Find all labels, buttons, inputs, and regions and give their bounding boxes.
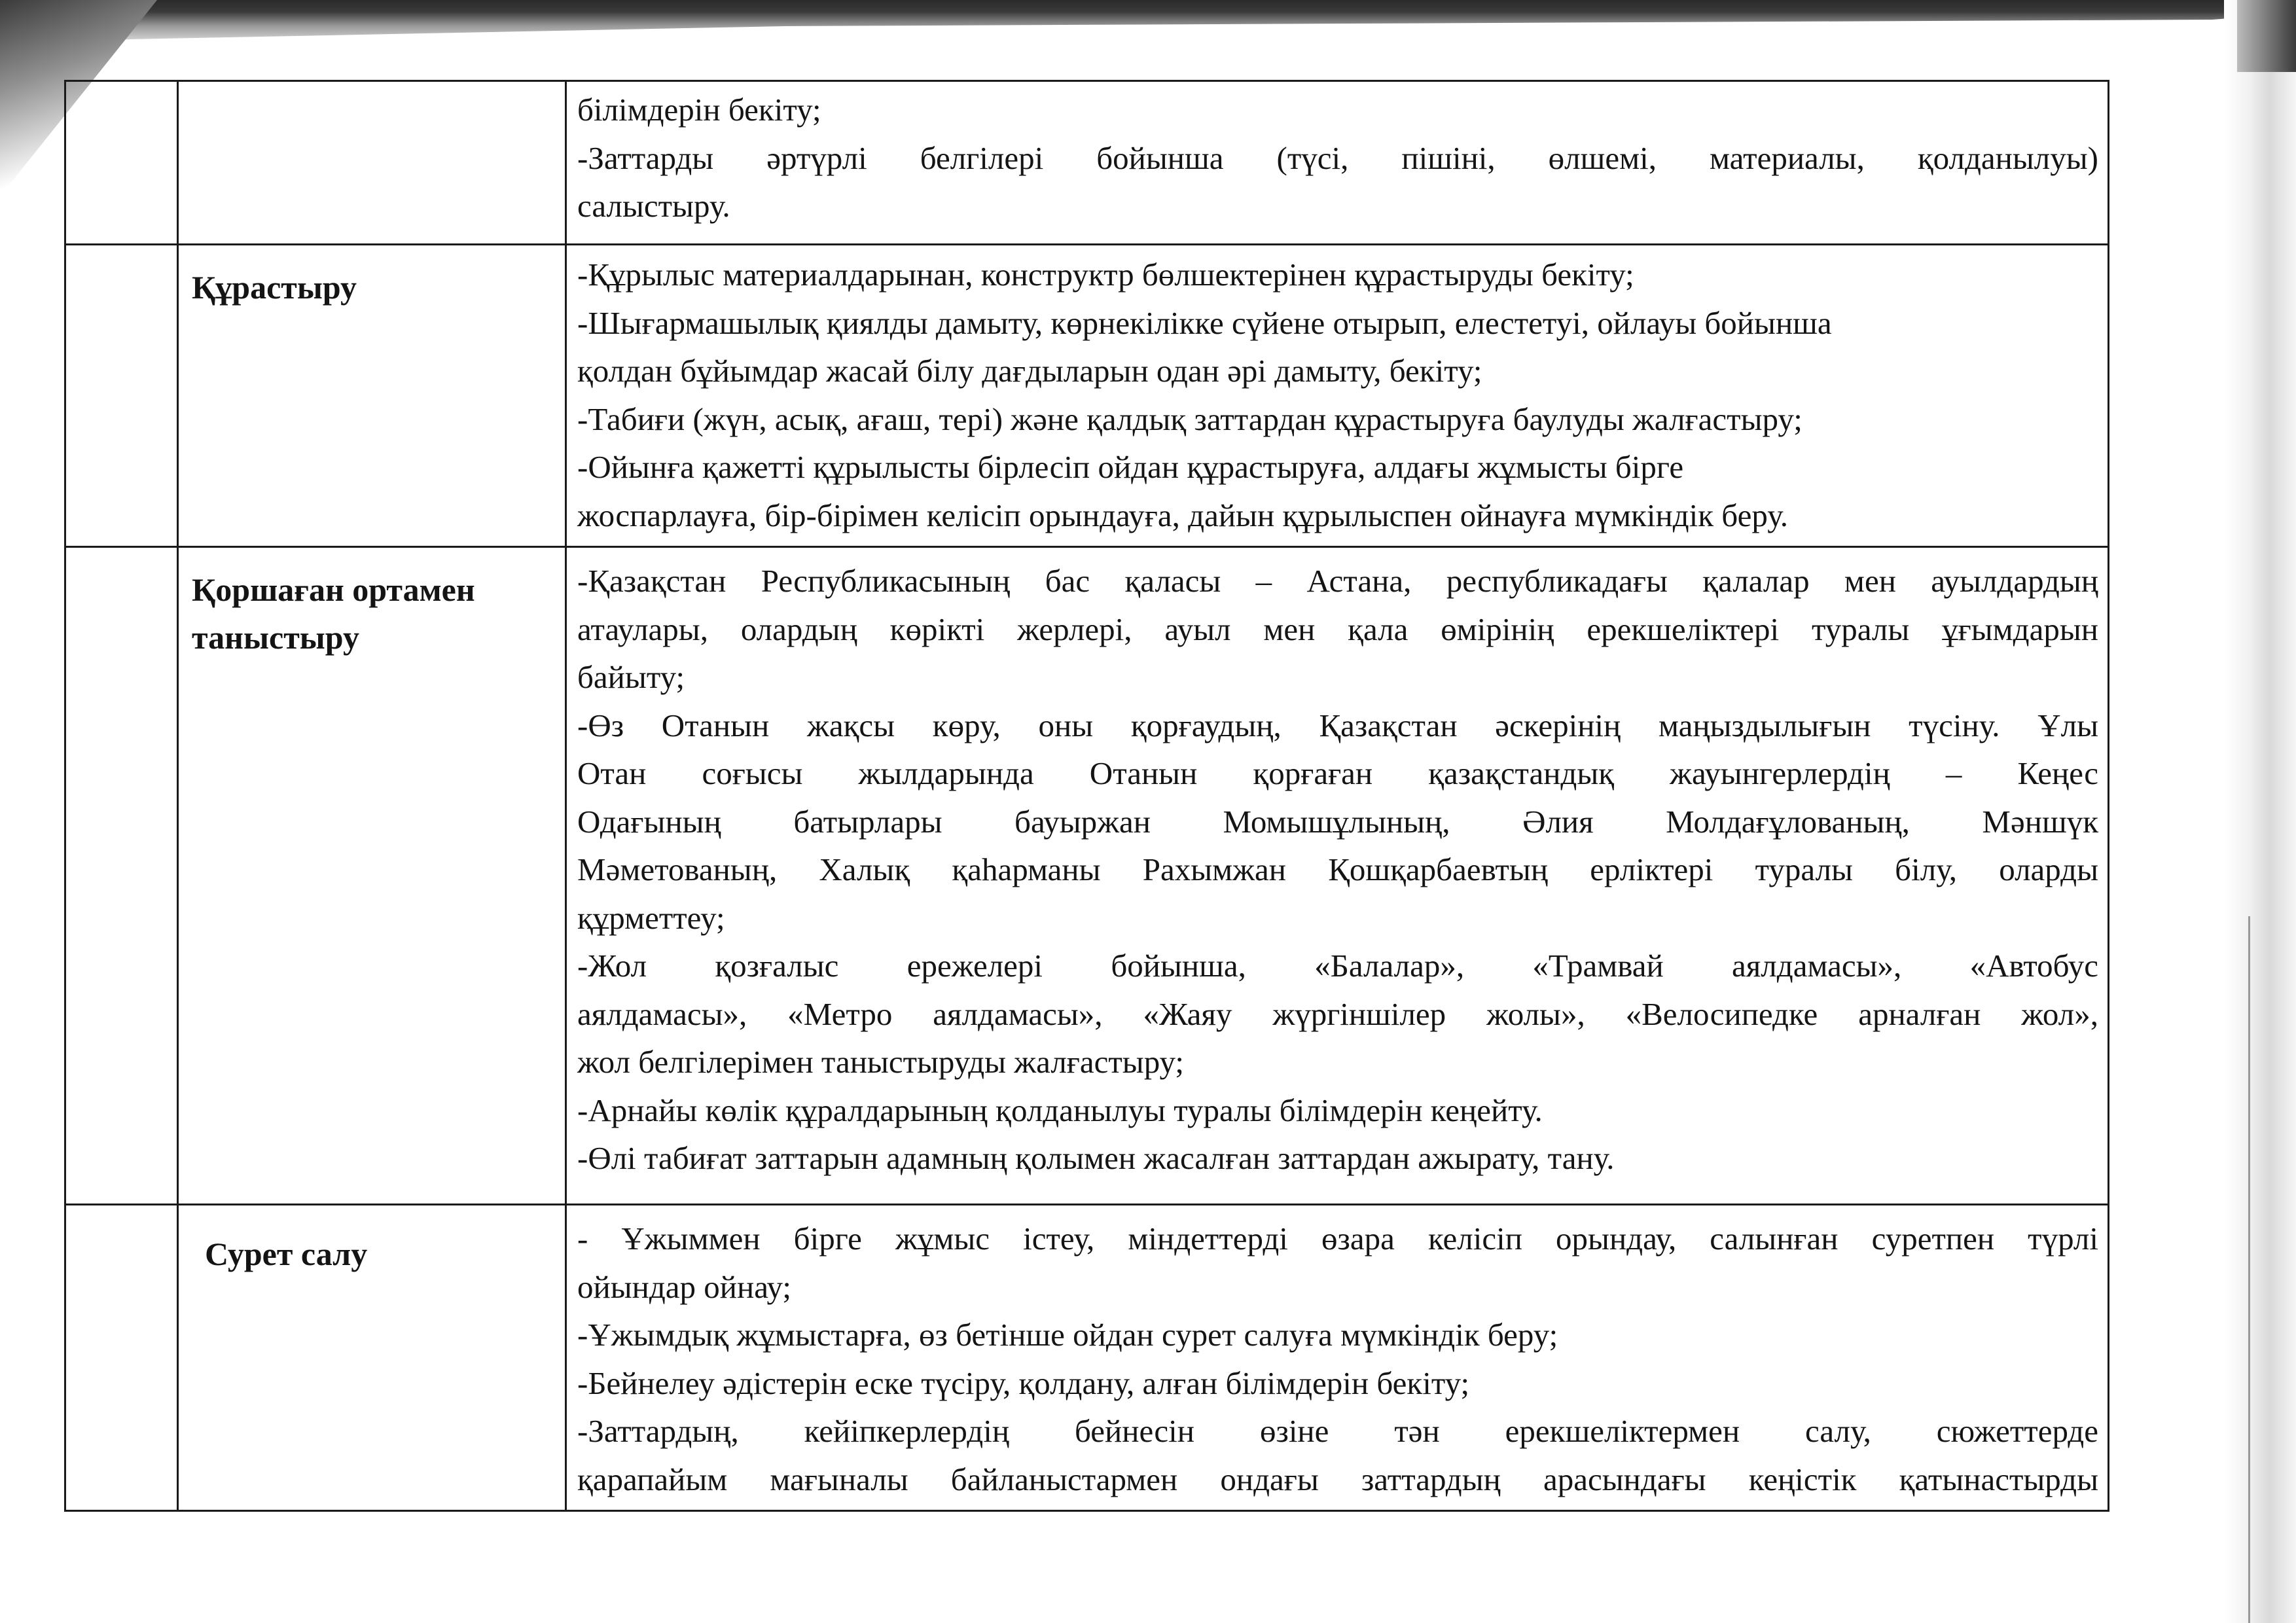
- content-line: -Табиғи (жүн, асық, ағаш, тері) және қалдық заттардан құрастыруға баулуды жалғастыру;: [577, 401, 1803, 437]
- content-line: білімдерін бекіту;: [577, 92, 821, 128]
- scan-edge-right: [2224, 0, 2296, 1623]
- content-line: Одағының батырлары бауыржан Момышұлының, Әлия Молдағұлованың, Мәншүк: [577, 803, 2098, 840]
- content-line: -Ойынға қажетті құрылысты бірлесіп ойдан құрастыруға, алдағы жұмысты бірге: [577, 449, 1684, 485]
- curriculum-table: [64, 80, 2109, 1512]
- blank-cell: [65, 1205, 178, 1511]
- content-text: [567, 1205, 2108, 1510]
- content-cell: [566, 81, 2109, 245]
- content-line: аялдамасы», «Метро аялдамасы», «Жаяу жүргіншілер жолы», «Велосипедке арналған жол»,: [577, 995, 2098, 1032]
- content-line: - Ұжыммен бірге жұмыс істеу, міндеттерді өзара келісіп орындау, салынған суретпен түрлі: [577, 1221, 2098, 1257]
- content-line: құрметтеу;: [577, 899, 725, 936]
- content-line: -Өз Отанын жақсы көру, оны қорғаудың, Қазақстан әскерінің маңыздылығын түсіну. Ұлы: [577, 707, 2098, 743]
- content-line: -Өлі табиғат заттарын адамның қолымен жасалған заттардан ажырату, тану.: [577, 1140, 1615, 1176]
- content-line: Отан соғысы жылдарында Отанын қорғаған қазақстандық жауынгерлердің – Кеңес: [577, 755, 2098, 791]
- subject-cell: [178, 1205, 566, 1511]
- content-text: [567, 548, 2108, 1189]
- content-line: -Ұжымдық жұмыстарға, өз бетінше ойдан сурет салуға мүмкіндік беру;: [577, 1317, 1558, 1353]
- scan-shadow-top: [0, 0, 2296, 79]
- subject-cell: [178, 547, 566, 1205]
- content-cell: [566, 547, 2109, 1205]
- content-line: жол белгілерімен таныстыруды жалғастыру;: [577, 1044, 1185, 1080]
- content-line: ойындар ойнау;: [577, 1268, 791, 1305]
- content-line: -Бейнелеу әдістерін еске түсіру, қолдану, алған білімдерін бекіту;: [577, 1364, 1470, 1401]
- content-line: -Заттардың, кейіпкерлердің бейнесін өзіне тән ерекшеліктермен салу, сюжеттерде: [577, 1413, 2098, 1449]
- content-line: -Шығармашылық қиялды дамыту, көрнекілікке сүйене отырып, елестетуі, ойлауы бойынша: [577, 304, 1832, 341]
- content-line: -Заттарды әртүрлі белгілері бойынша (түсі, пішіні, өлшемі, материалы, қолданылуы): [577, 139, 2098, 176]
- content-line: атаулары, олардың көрікті жерлері, ауыл мен қала өмірінің ерекшеліктері туралы ұғымдарын: [577, 611, 2098, 647]
- table-row: [65, 547, 2109, 1205]
- content-cell: [566, 1205, 2109, 1511]
- content-line: Мәметованың, Халық қаһарманы Рахымжан Қошқарбаевтың ерліктері туралы білу, оларды: [577, 851, 2098, 887]
- content-line: жоспарлауға, бір-бірімен келісіп орындауға, дайын құрылыспен ойнауға мүмкіндік беру.: [577, 497, 1789, 533]
- content-line: -Қазақстан Республикасының бас қаласы – Астана, республикадағы қалалар мен ауылдардың: [577, 563, 2098, 599]
- content-line: байыту;: [577, 659, 685, 695]
- subject-cell: [178, 245, 566, 547]
- content-line: -Арнайы көлік құралдарының қолданылуы туралы білімдерін кеңейту.: [577, 1092, 1543, 1128]
- subject-label: Сурет салу: [205, 1236, 368, 1272]
- content-text: [567, 245, 2108, 546]
- blank-cell: [65, 547, 178, 1205]
- blank-cell: [65, 245, 178, 547]
- scan-edge-right-top: [2237, 0, 2296, 72]
- blank-cell: [65, 81, 178, 245]
- subject-label: Құрастыру: [192, 269, 357, 306]
- subject-label: Қоршаған ортамен таныстыру: [192, 571, 475, 656]
- content-line: салыстыру.: [577, 188, 730, 224]
- content-line: -Құрылыс материалдарынан, конструктр бөлшектерінен құрастыруды бекіту;: [577, 257, 1634, 293]
- table-row: [65, 245, 2109, 547]
- content-line: -Жол қозғалыс ережелері бойынша, «Балалар», «Трамвай аялдамасы», «Автобус: [577, 948, 2098, 984]
- subject-cell: [178, 81, 566, 245]
- table-row: [65, 1205, 2109, 1511]
- content-line: қарапайым мағыналы байланыстармен ондағы заттардың арасындағы кеңістік қатынастырды: [577, 1461, 2098, 1497]
- subject-label: [179, 82, 565, 100]
- scan-edge-line: [2248, 916, 2250, 1623]
- content-line: қолдан бұйымдар жасай білу дағдыларын одан әрі дамыту, бекіту;: [577, 353, 1482, 389]
- content-cell: [566, 245, 2109, 547]
- content-text: [567, 82, 2108, 237]
- table-row: [65, 81, 2109, 245]
